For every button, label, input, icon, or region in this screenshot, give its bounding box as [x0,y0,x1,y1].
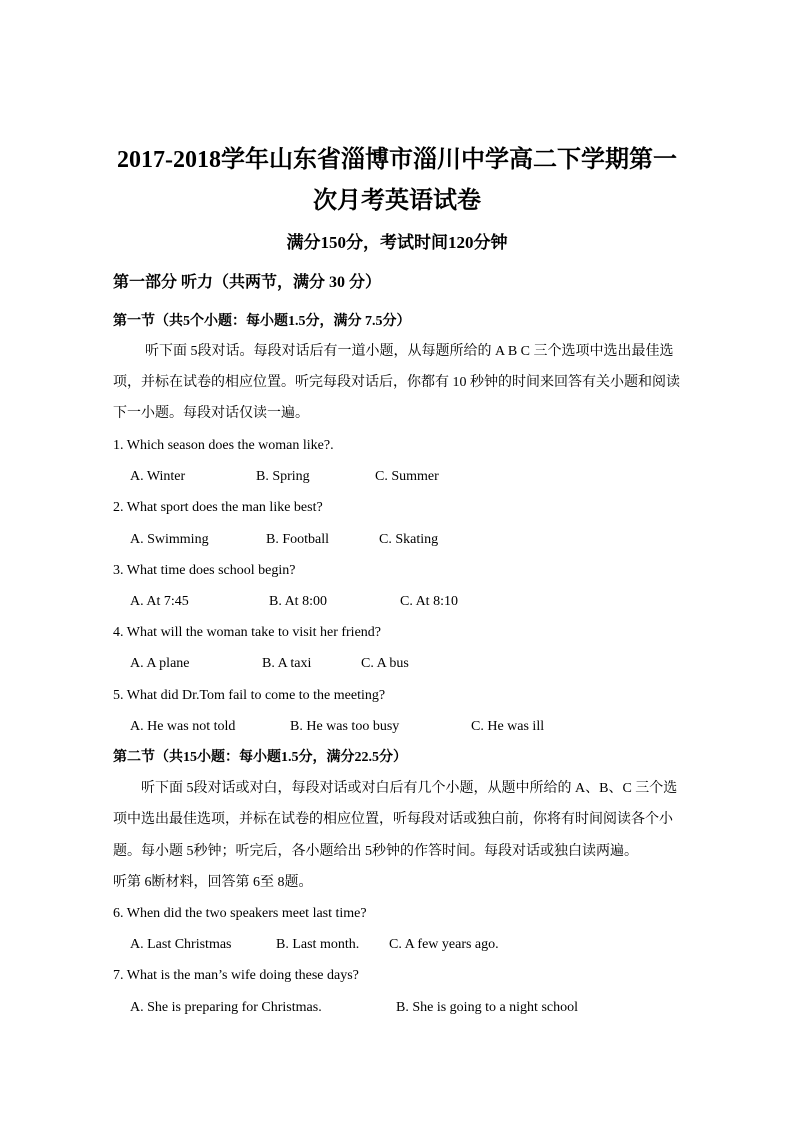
question-text: 3. What time does school begin? [113,563,296,578]
option-a: A. Last Christmas [130,937,232,952]
option-b: B. At 8:00 [269,594,327,609]
section-two-instruction-line: 听下面 5段对话或对白，每段对话或对白后有几个小题，从题中所给的 A、B、C 三个选 [141,781,678,796]
question-text: 6. When did the two speakers meet last time? [113,906,367,921]
section-two-instruction-line: 题。每小题 5秒钟；听完后，各小题给出 5秒钟的作答时间。每段对话或独白读两遍。 [113,844,638,859]
exam-title-line-1: 2017-2018学年山东省淄博市淄川中学高二下学期第一 [117,147,677,173]
section-one-instruction-line: 项，并标在试卷的相应位置。听完每段对话后，你都有 10 秒钟的时间来回答有关小题和阅读 [113,375,680,390]
option-a: A. At 7:45 [130,594,189,609]
question-text: 7. What is the man’s wife doing these days? [113,968,359,983]
section-two-heading: 第二节（共15小题：每小题1.5分，满分22.5分） [113,750,407,765]
option-b: B. She is going to a night school [396,1000,578,1015]
section-one-instruction-line: 听下面 5段对话。每段对话后有一道小题，从每题所给的 A B C 三个选项中选出最佳选 [145,344,674,359]
option-c: C. Summer [375,469,439,484]
option-a: A. She is preparing for Christmas. [130,1000,322,1015]
question-text: 4. What will the woman take to visit her friend? [113,625,382,640]
option-b: B. Last month. [276,937,360,952]
section-two-instruction-line: 项中选出最佳选项，并标在试卷的相应位置，听每段对话或独白前，你将有时间阅读各个小 [113,812,673,827]
option-b: B. He was too busy [290,719,400,734]
option-c: C. A few years ago. [389,937,499,952]
option-a: A. Winter [130,469,186,484]
question-text: 2. What sport does the man like best? [113,500,323,515]
option-a: A. He was not told [130,719,236,734]
option-b: B. Football [266,532,330,547]
exam-subtitle: 满分150分，考试时间120分钟 [286,233,508,252]
option-c: C. A bus [361,656,409,671]
option-b: B. Spring [256,469,310,484]
exam-title-line-2: 次月考英语试卷 [313,188,481,214]
section-one-instruction-line: 下一小题。每段对话仅读一遍。 [113,406,309,421]
option-c: C. Skating [379,532,439,547]
question-text: 5. What did Dr.Tom fail to come to the meeting? [113,688,386,703]
part-one-heading: 第一部分 听力（共两节，满分 30 分） [113,274,382,291]
option-a: A. A plane [130,656,190,671]
option-b: B. A taxi [262,656,312,671]
question-text: 1. Which season does the woman like?. [113,438,334,453]
option-a: A. Swimming [130,532,209,547]
section-one-heading: 第一节（共5个小题：每小题1.5分，满分 7.5分） [113,314,411,329]
option-c: C. At 8:10 [400,594,458,609]
option-c: C. He was ill [471,719,545,734]
material-note: 听第 6断材料，回答第 6至 8题。 [113,875,313,890]
